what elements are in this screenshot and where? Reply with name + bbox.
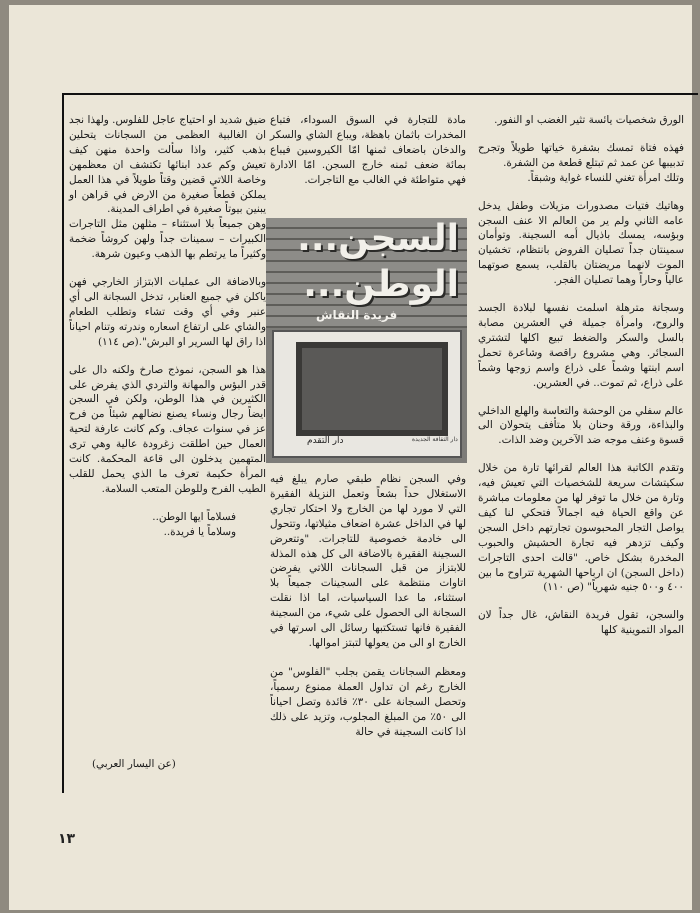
paragraph: وهاتيك فتيات مصدورات مزيلات وطفل يدخل عامه الثاني ولم ير من العالم الا عنف السجن وبؤسه، يمسك باذيال أمه السجينة. وتوأمان سمينتان جداً تصليان الفروض بانتظام، تخشيان الموت لانهما مريضتان بالقلب، يسمع صوتهما عالياً وحاراً وهما تصليان الفجر. <box>478 199 684 287</box>
paragraph: وسجانة مترهلة اسلمت نفسها لبلادة الجسد والروح، وامرأة جميلة في العشرين مصابة بالسل والسكر والضغط تبيع اكلها لتشتري السجائر. وهي مشروع راقصة وشاعرة تحمل اسم ابنتها وشماً على ذراع واسم زوجها وشماً على ذراع، ثم تموت.. في العشرين. <box>478 302 684 389</box>
paragraph: مادة للتجارة في السوق السوداء، فتباع المخدرات باثمان باهظة، ويباع الشاي والسكر والدخان باضعاف ثمنها امّا الكيروسين فيباع بمائة ضعف ثمنه خارج السجن. امّا الادارة فهي متواطئة في الغالب مع التاجرات. <box>270 114 466 186</box>
top-rule <box>62 93 698 95</box>
paragraph: وتقدم الكاتبة هذا العالم لقرائها تارة من خلال سكيتشات سريعة للشخصيات التي تعيش فيه، وتارة من خلال ما توفر لها من معلومات مباشرة عن واقع الحياة فيه اجمالاً فتحكي لنا كيف يواصل التجار المحبوسون تجارتهم داخل السجن وكيف تزدهر فيه تجارة الحشيش والحبوب المخدرة بشكل خاص. "قالت احدى التاجرات (داخل السجن) ان ارباحها الشهرية تتراوح ما بين ٤٠٠ و٥٠٠ جنيه شهرياً" (ص ١١٠) <box>478 462 684 594</box>
paragraph: وبالاضافة الى عمليات الابتزاز الخارجي فهن ياكلن في جميع العنابر، تدخل السجانة الى أي عنبر وفي أي وقت تشاء وتطلب الطعام والشاي على ارتفاع اسعاره وندرته وتنام احياناً اذا راق لها السرير او البرش".(ص ١١٤) <box>69 276 266 348</box>
left-rule <box>62 93 64 793</box>
column-left <box>69 113 266 553</box>
cover-author: فريدة النقاش <box>316 308 398 322</box>
paragraph: عالم سفلي من الوحشة والتعاسة والهلع الداخلي والبذاءة، ورقة وحنان بلا متأفف يتحولان الى قسوة وعنف موجه ضد الآخرين وضد الذات. <box>478 404 684 447</box>
paragraph: والسجن، تقول فريدة النقاش، غال جداً لان المواد التموينية كلها <box>478 609 684 637</box>
paragraph: الورق شخصيات يائسة تثير الغضب او النفور. <box>494 114 684 126</box>
page-number: ١٣ <box>58 831 76 847</box>
cover-tv-screen <box>296 342 448 436</box>
column-middle-bottom <box>270 472 466 753</box>
paragraph: هذا هو السجن، نموذج صارخ ولكنه دال على قدر البؤس والمهانة والتردي الذي يفرض على الكثيرين في هذا الوطن، ولكن في السجن ايضاً رجال ونساء يصنع نضالهم شيئاً من فرح عز في سنوات عجاف. وكم كانت عارفة لتحية العمال حين اطلقت زغرودة عالية وهي ترى المتهمين يدخلون الى قاعة المحكمة. كانت المرأة حكيمة تعرف ما الذي يحمل للقلب الطيب الفرح وللوطن المتعب السلامة. <box>69 363 266 495</box>
source-credit: (عن اليسار العربي) <box>92 758 176 770</box>
cover-title-line2: الوطن... <box>303 264 459 305</box>
paragraph: فهذه فتاة تمسك بشفرة خياتها طويلاً وتجرح تدبيبها عن عمد ثم تبتلع قطعة من الشفرة. وتلك امرأة تغني للنساء غواية وشبقاً. <box>478 141 684 184</box>
cover-publisher: دار التقدم <box>307 436 344 446</box>
cover-tv-frame <box>272 330 462 458</box>
paragraph: وفي السجن نظام طبقي صارم يبلغ فيه الاستغلال حداً بشعاً وتعمل النزيلة الفقيرة التي لا مورد لها من الخارج ولا احتكار تجاري لها في الداخل عشرة اضعاف مثيلاتها، وتتحول الى خادمة خصوصية للتاجرات. "وتتعرض السجينة الفقيرة بالاضافة الى كل هذه المذلة للابتزاز من قبل السجانات اللاتي يفرضن اتاوات منتظمة على السجينات جميعاً بلا استثناء، ما عدا السياسيات، اما اذا نقلت السجانة الى الحصول على شيء، من السجينة الفقيرة فانها تستكتبها رسائل الى اسرتها في الخارج او الى من يعولها لتبتز اموالها. <box>270 473 466 649</box>
column-right <box>478 113 684 651</box>
cover-title-line1: السجن... <box>297 218 459 259</box>
paragraph: ضيق شديد او احتياج عاجل للفلوس. ولهذا نجد ان الغالبية العظمى من السجانات يتحلين بذهب كثير، واذا سألت واحدة منهن كيف تعيش وكم عدد ابنائها تكتشف ان معظمهن وخاصة اللاتي قضين وقتاً طويلاً في هذا العمل يملكن قطعاً صغيرة من الارض في قراهن او يبنين بيوتاً صغيرة في اطراف المدينة. وهن جميعاً بلا استثناء – مثلهن مثل التاجرات الكبيرات – سمينات جداً ولهن كروشاً ضخمة وكثيراً ما يرتطم بها الذهب وعيون شرهة. <box>69 114 266 261</box>
paragraph: ومعظم السجانات يقمن بجلب "الفلوس" من الخارج رغم ان تداول العملة ممنوع رسمياً، وتحصل السجانة على ٣٠٪ فائدة وتصل احياناً الى ٥٠٪ من المبلغ المجلوب، وتزيد على ذلك اذا كانت السجينة في حالة <box>270 665 466 738</box>
closing-lines: فسلاماً ايها الوطن.. وسلاماً يا فريدة.. <box>152 510 236 538</box>
cover-publisher-sub: دار الثقافة الجديدة <box>412 436 458 443</box>
column-middle-top <box>270 113 466 201</box>
book-cover-image <box>266 218 467 463</box>
